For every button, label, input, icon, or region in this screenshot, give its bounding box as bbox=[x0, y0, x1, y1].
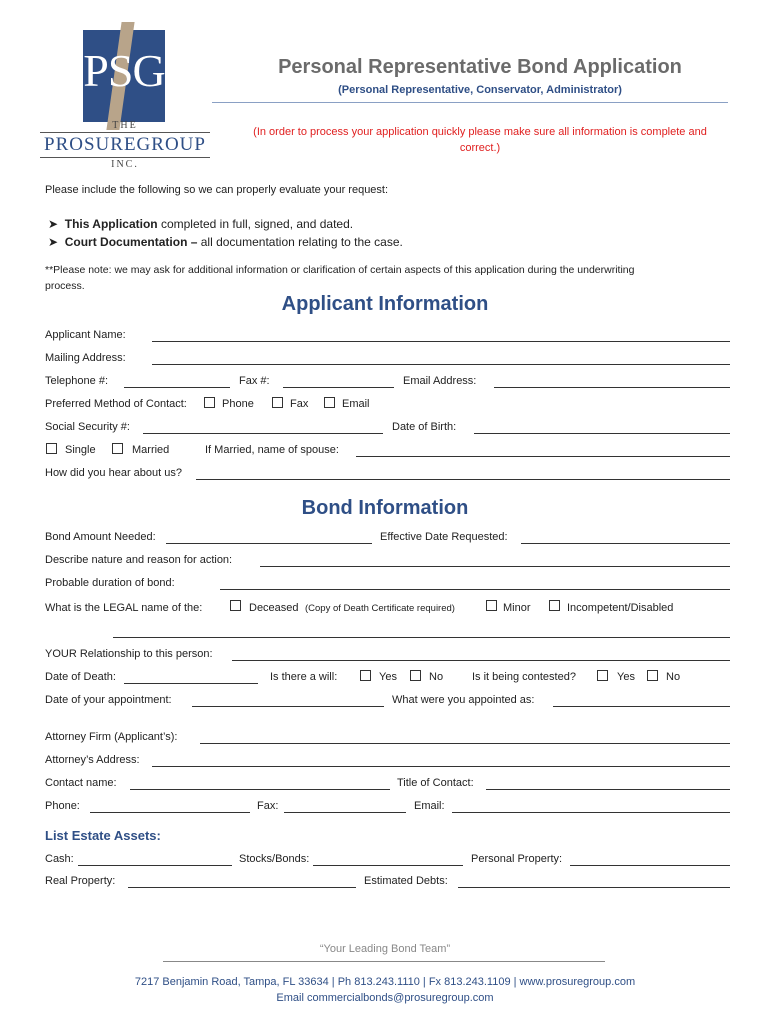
attorney-address-field[interactable] bbox=[152, 766, 730, 767]
deceased-checkbox[interactable] bbox=[230, 600, 241, 611]
contact-phone-checkbox[interactable] bbox=[204, 397, 215, 408]
will-no-label: No bbox=[429, 671, 444, 683]
attorney-firm-field[interactable] bbox=[200, 743, 730, 744]
applicant-heading: Applicant Information bbox=[281, 293, 489, 315]
attorney-email-label: Email: bbox=[414, 800, 445, 812]
mailing-address-label: Mailing Address: bbox=[45, 352, 126, 364]
single-checkbox[interactable] bbox=[46, 443, 57, 454]
header-rule bbox=[212, 102, 728, 103]
logo-company: PROSUREGROUP bbox=[40, 132, 210, 158]
incompetent-checkbox[interactable] bbox=[549, 600, 560, 611]
will-label: Is there a will: bbox=[270, 671, 338, 683]
applicant-name-field[interactable] bbox=[152, 341, 730, 342]
attorney-fax-label: Fax: bbox=[257, 800, 279, 812]
attorney-phone-field[interactable] bbox=[90, 812, 250, 813]
personal-property-label: Personal Property: bbox=[471, 853, 563, 865]
logo-monogram: PSG bbox=[83, 45, 165, 96]
married-checkbox[interactable] bbox=[112, 443, 123, 454]
footer-address: 7217 Benjamin Road, Tampa, FL 33634 | Ph 813.243.1110 | Fx 813.243.1109 | www.prosuregroup.com bbox=[134, 976, 636, 988]
incompetent-label: Incompetent/Disabled bbox=[567, 602, 674, 614]
appointment-date-label: Date of your appointment: bbox=[45, 694, 172, 706]
note-line-1: **Please note: we may ask for additional information or clarification of certain aspects of this application during the underwriting bbox=[45, 264, 635, 276]
appointed-as-label: What were you appointed as: bbox=[392, 694, 535, 706]
logo bbox=[40, 20, 210, 170]
spouse-label: If Married, name of spouse: bbox=[205, 444, 339, 456]
duration-field[interactable] bbox=[220, 589, 730, 590]
contact-name-label: Contact name: bbox=[45, 777, 117, 789]
arrow-bullet-icon: ➤ bbox=[48, 217, 59, 231]
page-subtitle: (Personal Representative, Conservator, Administrator) bbox=[338, 84, 622, 96]
email-label: Email Address: bbox=[403, 375, 477, 387]
note-text bbox=[45, 262, 745, 294]
notice-line-2: correct.) bbox=[459, 142, 501, 154]
attorney-fax-field[interactable] bbox=[284, 812, 406, 813]
will-yes-checkbox[interactable] bbox=[360, 670, 371, 681]
personal-property-field[interactable] bbox=[570, 865, 730, 866]
mailing-address-field[interactable] bbox=[152, 364, 730, 365]
fax-label: Fax #: bbox=[239, 375, 270, 387]
bullet-court-text: all documentation relating to the case. bbox=[197, 235, 403, 249]
arrow-bullet-icon: ➤ bbox=[48, 235, 59, 249]
estimated-debts-label: Estimated Debts: bbox=[364, 875, 448, 887]
email-field[interactable] bbox=[494, 387, 730, 388]
attorney-firm-label: Attorney Firm (Applicant’s): bbox=[45, 731, 178, 743]
bullet-court bbox=[48, 235, 403, 249]
bullet-application-bold: This Application bbox=[64, 217, 158, 231]
cash-label: Cash: bbox=[45, 853, 74, 865]
page-title: Personal Representative Bond Application bbox=[278, 56, 682, 78]
relationship-label: YOUR Relationship to this person: bbox=[45, 648, 213, 660]
single-label: Single bbox=[65, 444, 96, 456]
bullet-court-bold: Court Documentation – bbox=[64, 235, 198, 249]
duration-label: Probable duration of bond: bbox=[45, 577, 175, 589]
assets-heading: List Estate Assets: bbox=[45, 828, 161, 843]
applicant-name-label: Applicant Name: bbox=[45, 329, 126, 341]
dob-field[interactable] bbox=[474, 433, 730, 434]
real-property-field[interactable] bbox=[128, 887, 356, 888]
married-label: Married bbox=[132, 444, 170, 456]
bond-amount-field[interactable] bbox=[166, 543, 372, 544]
minor-label: Minor bbox=[503, 602, 531, 614]
contact-email-checkbox[interactable] bbox=[324, 397, 335, 408]
contested-yes-label: Yes bbox=[617, 671, 635, 683]
logo-the: THE bbox=[112, 120, 138, 131]
dob-label: Date of Birth: bbox=[392, 421, 457, 433]
effective-date-field[interactable] bbox=[521, 543, 730, 544]
contact-fax-checkbox[interactable] bbox=[272, 397, 283, 408]
legal-name-field[interactable] bbox=[113, 637, 730, 638]
telephone-field[interactable] bbox=[124, 387, 230, 388]
bond-heading: Bond Information bbox=[301, 497, 469, 519]
fax-field[interactable] bbox=[283, 387, 394, 388]
will-yes-label: Yes bbox=[379, 671, 397, 683]
logo-inc: INC. bbox=[111, 159, 139, 170]
deceased-note: (Copy of Death Certificate required) bbox=[305, 603, 455, 614]
note-line-2: process. bbox=[45, 280, 85, 292]
death-date-label: Date of Death: bbox=[45, 671, 116, 683]
contested-yes-checkbox[interactable] bbox=[597, 670, 608, 681]
contact-title-field[interactable] bbox=[486, 789, 730, 790]
deceased-label: Deceased bbox=[249, 602, 299, 614]
minor-checkbox[interactable] bbox=[486, 600, 497, 611]
relationship-field[interactable] bbox=[232, 660, 730, 661]
bullet-application bbox=[48, 217, 353, 231]
spouse-field[interactable] bbox=[356, 456, 730, 457]
contact-name-field[interactable] bbox=[130, 789, 390, 790]
contact-title-label: Title of Contact: bbox=[397, 777, 474, 789]
hear-about-label: How did you hear about us? bbox=[45, 467, 182, 479]
intro-text: Please include the following so we can properly evaluate your request: bbox=[45, 184, 389, 196]
bond-amount-label: Bond Amount Needed: bbox=[45, 531, 156, 543]
nature-field[interactable] bbox=[260, 566, 730, 567]
contact-phone-label: Phone bbox=[222, 398, 254, 410]
effective-date-label: Effective Date Requested: bbox=[380, 531, 508, 543]
ssn-field[interactable] bbox=[143, 433, 383, 434]
stocks-field[interactable] bbox=[313, 865, 463, 866]
will-no-checkbox[interactable] bbox=[410, 670, 421, 681]
notice-text bbox=[212, 124, 748, 156]
hear-about-field[interactable] bbox=[196, 479, 730, 480]
cash-field[interactable] bbox=[78, 865, 232, 866]
nature-label: Describe nature and reason for action: bbox=[45, 554, 233, 566]
footer-rule bbox=[163, 961, 605, 962]
ssn-label: Social Security #: bbox=[45, 421, 130, 433]
footer-tagline: “Your Leading Bond Team” bbox=[319, 943, 451, 955]
preferred-contact-label: Preferred Method of Contact: bbox=[45, 398, 187, 410]
legal-name-label: What is the LEGAL name of the: bbox=[45, 602, 203, 614]
real-property-label: Real Property: bbox=[45, 875, 116, 887]
estimated-debts-field[interactable] bbox=[458, 887, 730, 888]
contact-email-label: Email bbox=[342, 398, 370, 410]
contested-no-checkbox[interactable] bbox=[647, 670, 658, 681]
stocks-label: Stocks/Bonds: bbox=[239, 853, 310, 865]
notice-line-1: (In order to process your application quickly please make sure all information is complete and bbox=[253, 126, 707, 138]
contact-fax-label: Fax bbox=[290, 398, 309, 410]
appointed-as-field[interactable] bbox=[553, 706, 730, 707]
death-date-field[interactable] bbox=[124, 683, 258, 684]
telephone-label: Telephone #: bbox=[45, 375, 108, 387]
contested-no-label: No bbox=[666, 671, 681, 683]
bullet-application-text: completed in full, signed, and dated. bbox=[157, 217, 354, 231]
contested-label: Is it being contested? bbox=[472, 671, 576, 683]
attorney-address-label: Attorney’s Address: bbox=[45, 754, 140, 766]
appointment-date-field[interactable] bbox=[192, 706, 384, 707]
attorney-email-field[interactable] bbox=[452, 812, 730, 813]
footer-email: Email commercialbonds@prosuregroup.com bbox=[276, 992, 494, 1004]
attorney-phone-label: Phone: bbox=[45, 800, 80, 812]
